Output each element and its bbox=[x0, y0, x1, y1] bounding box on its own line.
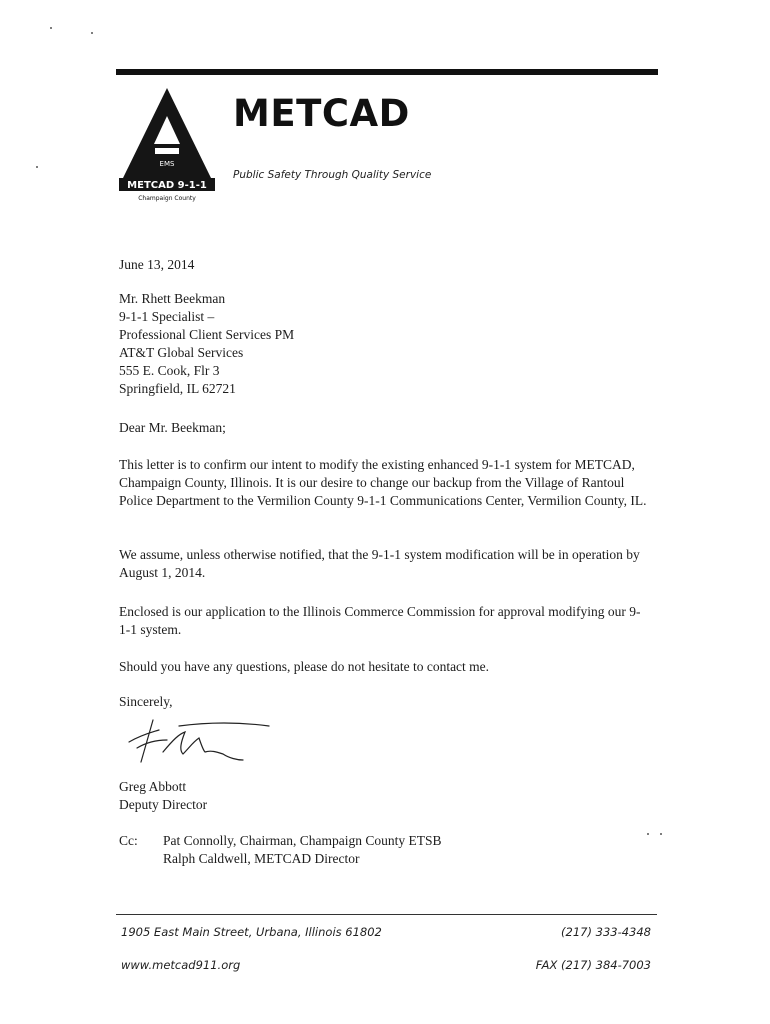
recipient-line: Springfield, IL 62721 bbox=[119, 381, 236, 396]
recipient-address bbox=[119, 290, 294, 398]
scan-speck bbox=[50, 27, 52, 29]
footer-fax: FAX (217) 384-7003 bbox=[535, 958, 651, 972]
salutation: Dear Mr. Beekman; bbox=[119, 420, 226, 435]
scan-speck bbox=[647, 833, 649, 835]
org-name: METCAD bbox=[233, 92, 410, 135]
signature-image bbox=[119, 712, 279, 770]
body-paragraph: This letter is to confirm our intent to modify the existing enhanced 9-1-1 system for METCAD, Champaign County, Illinois. It is our desire to change our backup from the Village of Rantoul Police Department to the Vermilion County 9-1-1 Communications Center, Vermilion County, IL. bbox=[119, 457, 647, 508]
body-paragraph: Should you have any questions, please do not hesitate to contact me. bbox=[119, 659, 490, 674]
signer-name: Greg Abbott bbox=[119, 779, 187, 794]
recipient-line: 9-1-1 Specialist – bbox=[119, 309, 215, 324]
body-paragraph: Enclosed is our application to the Illinois Commerce Commission for approval modifying our 9-1-1 system. bbox=[119, 604, 641, 637]
cc-label: Cc: bbox=[119, 833, 138, 848]
logo-banner-text: METCAD 9-1-1 bbox=[127, 180, 207, 191]
footer-website[interactable]: www.metcad911.org bbox=[121, 958, 241, 972]
closing: Sincerely, bbox=[119, 694, 173, 709]
footer-phone: (217) 333-4348 bbox=[561, 925, 651, 939]
scan-speck bbox=[36, 166, 38, 168]
cc-entry: Pat Connolly, Chairman, Champaign County ETSB bbox=[163, 833, 442, 848]
recipient-line: Professional Client Services PM bbox=[119, 327, 295, 342]
scan-speck bbox=[660, 833, 662, 835]
cc-list bbox=[163, 832, 442, 868]
footer-address: 1905 East Main Street, Urbana, Illinois 61802 bbox=[121, 925, 382, 939]
cc-entry: Ralph Caldwell, METCAD Director bbox=[163, 851, 360, 866]
letter-date: June 13, 2014 bbox=[119, 257, 195, 272]
signer-title: Deputy Director bbox=[119, 797, 208, 812]
tagline: Public Safety Through Quality Service bbox=[233, 169, 432, 181]
recipient-line: AT&T Global Services bbox=[119, 345, 244, 360]
metcad-logo bbox=[117, 86, 217, 204]
recipient-line: Mr. Rhett Beekman bbox=[119, 291, 226, 306]
logo-subtext: Champaign County bbox=[138, 195, 196, 202]
body-paragraph: We assume, unless otherwise notified, that the 9-1-1 system modification will be in operation by August 1, 2014. bbox=[119, 547, 640, 580]
logo-center-text: EMS bbox=[159, 160, 175, 168]
footer-rule bbox=[116, 914, 657, 915]
header-rule bbox=[116, 69, 658, 75]
recipient-line: 555 E. Cook, Flr 3 bbox=[119, 363, 220, 378]
scan-speck bbox=[91, 32, 93, 34]
